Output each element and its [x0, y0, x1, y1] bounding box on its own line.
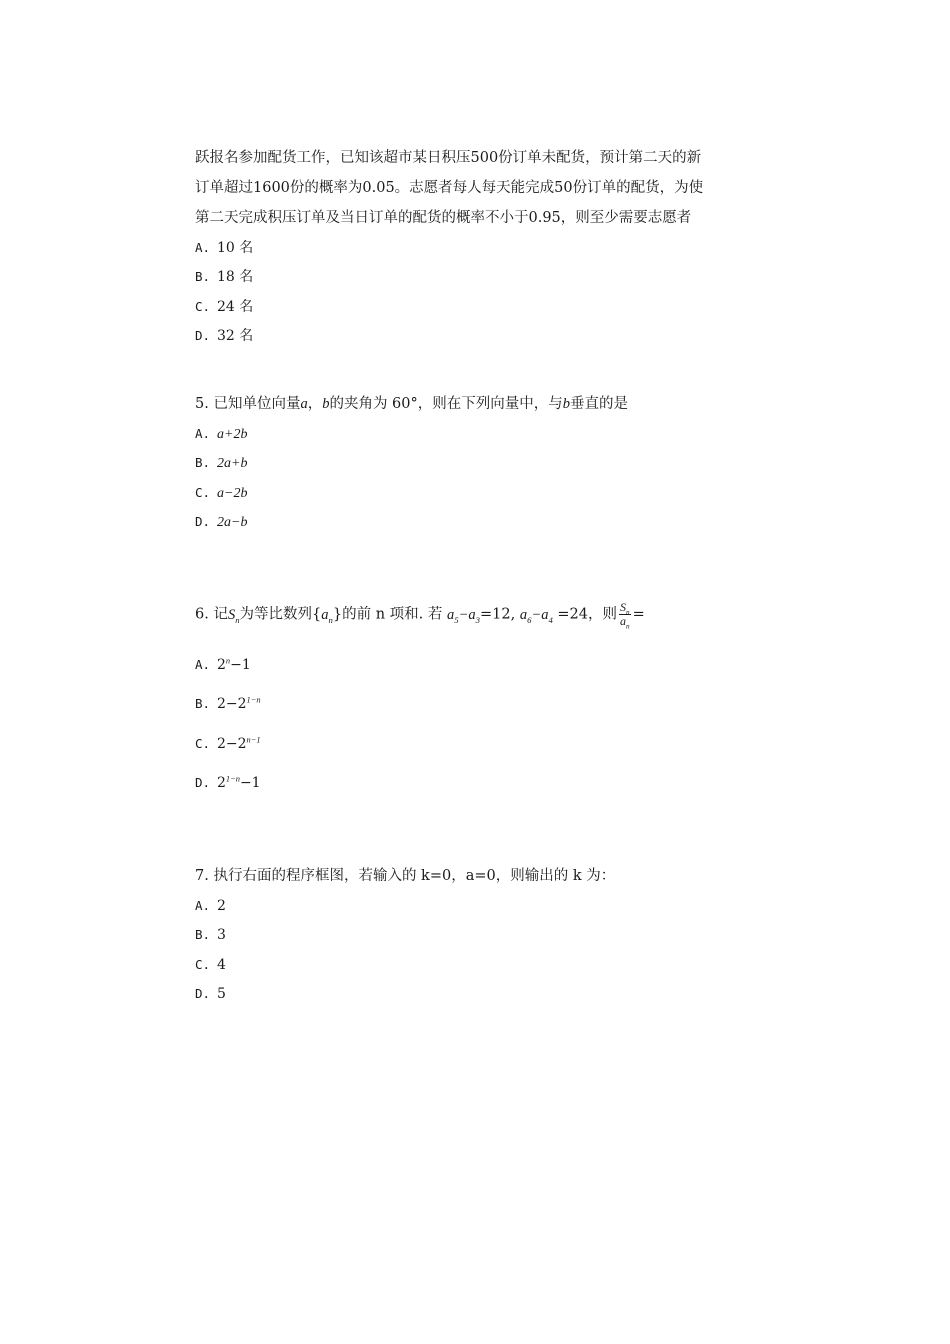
math-tail: −1 [230, 657, 251, 673]
option-label: C. [195, 957, 211, 972]
q7-option-c [195, 955, 226, 975]
q4-option-b [195, 267, 253, 287]
q6-stem-text: 6. 记 [195, 606, 228, 623]
option-label: A. [195, 240, 211, 255]
option-text [217, 734, 261, 754]
option-text: 2a−b [217, 515, 248, 530]
option-text: 2a+b [217, 456, 248, 471]
option-label: C. [195, 736, 211, 751]
fraction-denominator [620, 614, 630, 631]
option-label: A. [195, 657, 211, 672]
q5-option-b [195, 453, 247, 474]
math-superscript: 1−n [225, 774, 240, 784]
math-base: 2−2 [217, 736, 247, 752]
q7-stem: 7. 执行右面的程序框图，若输入的 k=0，a=0，则输出的 k 为： [195, 868, 616, 884]
math-subscript: 3 [475, 614, 480, 625]
math-subscript: n [626, 622, 630, 631]
option-label: B. [195, 696, 211, 711]
math-var: a [519, 606, 528, 623]
q4-line-3: 第二天完成积压订单及当日订单的配货的概率不小于0.95，则至少需要志愿者 [195, 210, 692, 226]
math-condition-2 [520, 607, 553, 623]
math-subscript: 6 [527, 614, 532, 625]
option-text [217, 694, 261, 714]
math-var: a [447, 606, 455, 623]
math-subscript: n [626, 608, 630, 617]
option-label: C. [195, 485, 211, 500]
math-subscript: 5 [454, 614, 459, 625]
q5-stem-text: 的夹角为 60°，则在下列向量中，与 [329, 396, 563, 412]
math-subscript: n [328, 614, 333, 625]
q7-option-b [195, 925, 226, 945]
option-label: A. [195, 426, 211, 441]
math-superscript: n [225, 656, 231, 666]
option-text: 2 [217, 898, 226, 914]
math-superscript: 1−n [246, 695, 261, 705]
option-text: 32 名 [217, 328, 254, 344]
q4-option-c [195, 297, 253, 317]
math-fraction [619, 600, 631, 631]
q4-line-2: 订单超过1600份的概率为0.05。志愿者每人每天能完成50份订单的配货，为使 [195, 180, 704, 196]
q6-option-c [195, 734, 261, 754]
q6-stem-text: }的前 n 项和. 若 [332, 606, 443, 623]
math-var: a [468, 606, 476, 623]
q5-stem-text: 垂直的是 [570, 396, 629, 412]
math-var: S [620, 600, 627, 614]
math-subscript: n [235, 614, 240, 625]
option-label: B. [195, 927, 211, 942]
separator: ， [307, 396, 323, 412]
option-label: B. [195, 269, 211, 284]
option-label: A. [195, 898, 211, 913]
q6-option-a [195, 655, 251, 675]
math-operator: − [531, 606, 542, 623]
option-label: D. [195, 328, 211, 343]
math-base: 2 [217, 657, 226, 673]
q4-line-1: 跃报名参加配货工作，已知该超市某日积压500份订单未配货，预计第二天的新 [195, 150, 702, 166]
q5-option-a [195, 424, 247, 445]
q5-stem [195, 394, 628, 414]
math-var: S [227, 606, 236, 623]
q6-stem [195, 600, 645, 631]
math-var: a [300, 396, 308, 412]
option-label: D. [195, 775, 211, 790]
option-text: a−2b [217, 486, 248, 501]
q7-option-a [195, 896, 226, 916]
option-text: a+2b [217, 427, 248, 442]
math-var: a [620, 614, 627, 628]
math-base: 2−2 [217, 696, 247, 712]
math-tail: −1 [239, 775, 261, 791]
math-var: a [321, 606, 329, 623]
q5-stem-text: 5. 已知单位向量 [195, 396, 301, 412]
q6-stem-text: =12, [479, 606, 516, 623]
math-var: b [322, 396, 330, 412]
option-text: 18 名 [217, 269, 254, 285]
option-text: 5 [217, 986, 226, 1002]
option-text: 4 [217, 957, 226, 973]
q7-option-d [195, 984, 226, 1004]
math-operator: − [458, 606, 469, 623]
option-text: 24 名 [217, 299, 254, 315]
q6-stem-text: 为等比数列{ [239, 606, 322, 623]
math-subscript: 4 [548, 614, 553, 625]
math-an [321, 607, 333, 623]
option-text: 3 [217, 927, 226, 943]
q5-option-c [195, 483, 247, 504]
option-text [217, 655, 251, 675]
option-text: 10 名 [217, 240, 254, 256]
math-condition-1 [447, 607, 480, 623]
math-base: 2 [217, 775, 226, 791]
q4-option-d [195, 326, 253, 346]
q5-option-d [195, 512, 247, 533]
option-label: D. [195, 986, 211, 1001]
math-var: b [562, 396, 571, 412]
q6-option-b [195, 694, 261, 714]
q4-option-a [195, 238, 253, 258]
option-label: C. [195, 299, 211, 314]
math-var: a [541, 606, 549, 623]
math-sn [228, 607, 240, 623]
math-superscript: n−1 [246, 735, 261, 745]
q6-option-d [195, 773, 261, 793]
fraction-numerator [619, 601, 631, 615]
option-label: D. [195, 514, 211, 529]
option-text [217, 773, 261, 793]
q6-stem-text: =24，则 [557, 606, 618, 623]
equals-sign: = [632, 606, 645, 623]
option-label: B. [195, 455, 211, 470]
